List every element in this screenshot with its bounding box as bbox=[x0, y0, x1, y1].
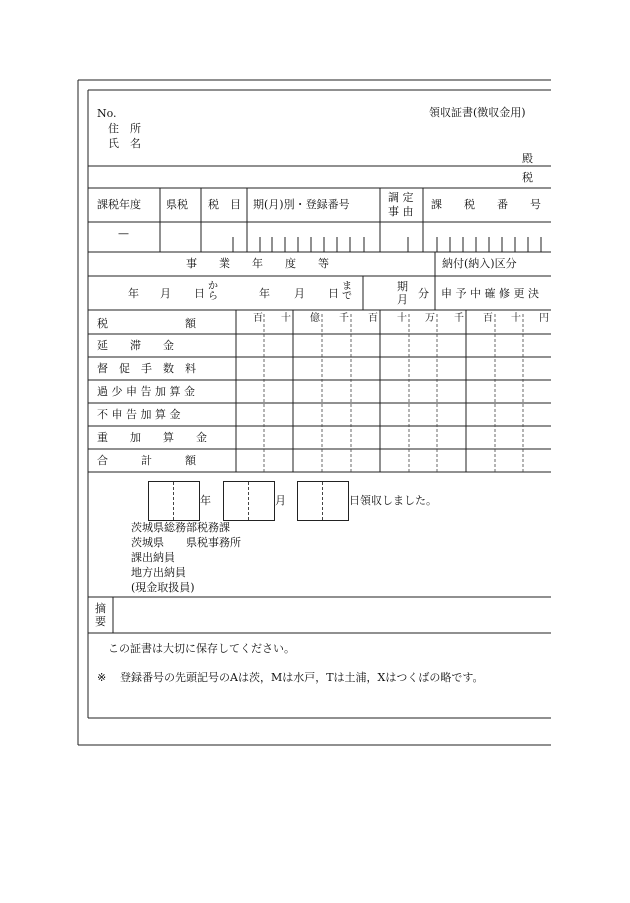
from-month-label: 月 bbox=[160, 287, 171, 300]
honorific-label: 殿 bbox=[522, 152, 533, 165]
period-registration-header: 期(月)別・登録番号 bbox=[253, 198, 350, 211]
prefecture-tax-header: 県税 bbox=[166, 198, 188, 211]
payment-status-labels: 申 予 中 確 修 更 決 bbox=[441, 287, 539, 300]
receipt-month-box[interactable] bbox=[223, 481, 275, 521]
issuer-division-cashier: 課出納員 bbox=[131, 551, 175, 564]
unit-hundred-man: 百 bbox=[368, 313, 378, 324]
document-title: 領収証書(徴収金用) bbox=[429, 106, 526, 119]
to-month-label: 月 bbox=[294, 287, 305, 300]
registration-prefix-note: 登録番号の先頭記号のAは茨，Mは水戸，Tは土浦，Xはつくばの略です。 bbox=[120, 671, 484, 684]
unit-oku: 億 bbox=[310, 313, 320, 324]
business-period-label: 事 業 年 度 等 bbox=[186, 257, 329, 270]
name-label: 氏 名 bbox=[108, 137, 141, 150]
row-total: 合 計 額 bbox=[97, 454, 196, 467]
unit-yen: 円 bbox=[539, 313, 549, 324]
unit-thousand-man: 千 bbox=[339, 313, 349, 324]
tax-label: 税 bbox=[522, 171, 533, 184]
keep-notice: この証書は大切に保存してください。 bbox=[108, 642, 295, 655]
assessment-reason-header-1: 調 定 bbox=[388, 191, 414, 204]
unit-man: 万 bbox=[425, 313, 435, 324]
note-mark: ※ bbox=[97, 671, 107, 684]
address-label: 住 所 bbox=[108, 122, 141, 135]
unit-ten-billion: 十 bbox=[281, 313, 291, 324]
unit-ten-man: 十 bbox=[397, 313, 407, 324]
to-day-label: 日 bbox=[328, 287, 339, 300]
assessment-reason-header-2: 事 由 bbox=[388, 205, 414, 218]
from-year-label: 年 bbox=[128, 287, 139, 300]
row-heavy-penalty: 重 加 算 金 bbox=[97, 431, 207, 444]
row-under-report-penalty: 過 少 申 告 加 算 金 bbox=[97, 385, 195, 398]
row-demand-fee: 督 促 手 数 料 bbox=[97, 362, 196, 375]
receipt-day-box[interactable] bbox=[297, 481, 349, 521]
from-day-label: 日 bbox=[194, 287, 205, 300]
row-non-report-penalty: 不 申 告 加 算 金 bbox=[97, 408, 181, 421]
period-label-1: 期 bbox=[397, 280, 408, 293]
issuer-cash-handler: (現金取扱員) bbox=[131, 581, 195, 594]
tax-number-header: 課 税 番 号 bbox=[431, 198, 541, 211]
tax-year-header: 課税年度 bbox=[97, 198, 141, 211]
tax-item-header: 税 目 bbox=[208, 198, 241, 211]
receipt-year-label: 年 bbox=[200, 494, 211, 507]
receipt-year-box[interactable] bbox=[148, 481, 200, 521]
payment-type-label: 納付(納入)区分 bbox=[442, 257, 517, 270]
remarks-label-1: 摘 bbox=[95, 602, 106, 615]
row-tax-amount: 税 額 bbox=[97, 317, 196, 330]
division-label: 分 bbox=[418, 287, 429, 300]
unit-hundred: 百 bbox=[483, 313, 493, 324]
issuer-tax-division: 茨城県総務部税務課 bbox=[131, 521, 230, 534]
from-label: か ら bbox=[208, 281, 218, 302]
receipt-day-text: 日領収しました。 bbox=[349, 494, 437, 507]
remarks-label-2: 要 bbox=[95, 615, 106, 628]
unit-hundred-billion: 百 bbox=[253, 313, 263, 324]
to-year-label: 年 bbox=[259, 287, 270, 300]
number-label: No. bbox=[97, 107, 117, 120]
to-label: ま で bbox=[342, 281, 352, 302]
row-late-fee: 延 滞 金 bbox=[97, 339, 174, 352]
remarks-field[interactable] bbox=[114, 598, 550, 632]
issuer-local-cashier: 地方出納員 bbox=[131, 566, 186, 579]
issuer-tax-office: 茨城県 県税事務所 bbox=[131, 536, 241, 549]
unit-thousand: 千 bbox=[454, 313, 464, 324]
period-label-2: 月 bbox=[397, 293, 408, 306]
receipt-month-label: 月 bbox=[275, 494, 286, 507]
unit-ten: 十 bbox=[511, 313, 521, 324]
tax-year-dash: — bbox=[118, 227, 129, 240]
